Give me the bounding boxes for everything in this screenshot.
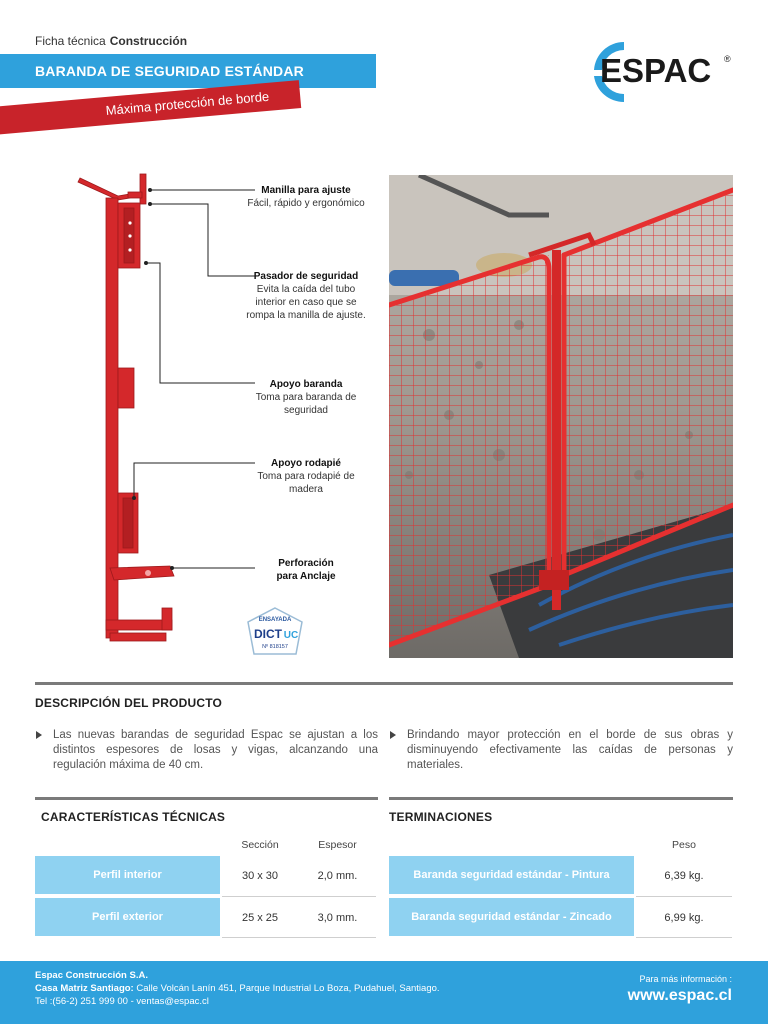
finish-row-name: Baranda seguridad estándar - Pintura xyxy=(389,856,634,894)
product-photo xyxy=(389,175,733,658)
col-header-espesor: Espesor xyxy=(318,839,357,851)
footer-more-info: Para más información : xyxy=(639,974,732,984)
finish-row-name: Baranda seguridad estándar - Zincado xyxy=(389,898,634,936)
table-divider xyxy=(636,896,732,897)
footer-address: Calle Volcán Lanín 451, Parque Industrial Lo Boza, Pudahuel, Santiago. xyxy=(136,983,440,994)
callout-apoyo-rodapie xyxy=(246,457,366,496)
bullet-text: Las nuevas barandas de seguridad Espac se ajustan a los distintos espesores de losas y vigas, alcanzando una regulación máxima de 40 cm. xyxy=(53,729,378,771)
table-divider xyxy=(222,896,376,897)
bullet-triangle-icon xyxy=(390,731,396,739)
dictuc-badge xyxy=(246,606,304,658)
handle-bar xyxy=(78,178,130,200)
bullet-text: Brindando mayor protección en el borde de sus obras y disminuyendo efectivamente las caídas de personas y materiales. xyxy=(407,729,733,771)
callout-desc: Toma para baranda de seguridad xyxy=(255,392,357,416)
page-title: BARANDA DE SEGURIDAD ESTÁNDAR xyxy=(35,63,304,79)
anchor-plate xyxy=(110,566,174,580)
doc-type: Ficha técnica xyxy=(35,34,106,48)
table-divider xyxy=(636,937,732,938)
section-rule xyxy=(389,797,733,800)
badge-top: ENSAYADA xyxy=(258,617,292,623)
baranda-support xyxy=(118,368,134,408)
doc-type-line xyxy=(35,34,187,48)
finish-row-peso: 6,39 kg. xyxy=(636,856,732,894)
callout-apoyo-baranda xyxy=(246,378,366,417)
badge-main-b: UC xyxy=(283,630,299,641)
callout-desc: Toma para rodapié de madera xyxy=(257,471,355,495)
callout-title: Apoyo rodapié xyxy=(270,458,341,469)
callout-title: Manilla para ajuste xyxy=(261,185,351,196)
callout-title: Pasador de seguridad xyxy=(253,271,359,282)
footer-company: Espac Construcción S.A. xyxy=(35,970,148,981)
footer-contact: Tel :(56-2) 251 999 00 - ventas@espac.cl xyxy=(35,996,209,1007)
finishes-heading: TERMINACIONES xyxy=(389,810,493,824)
tech-row-name: Perfil exterior xyxy=(35,898,220,936)
description-bullet xyxy=(407,728,733,773)
section-rule xyxy=(35,682,733,685)
tech-row-name: Perfil interior xyxy=(35,856,220,894)
callout-title: Perforación xyxy=(278,558,334,569)
description-bullet xyxy=(53,728,378,773)
section-rule xyxy=(35,797,378,800)
doc-category: Construcción xyxy=(109,34,188,48)
tech-row-espesor: 2,0 mm. xyxy=(299,856,376,894)
tech-row-seccion: 25 x 25 xyxy=(222,898,298,936)
footer-address-label: Casa Matriz Santiago: xyxy=(35,983,134,994)
logo-registered-mark: ® xyxy=(724,54,731,64)
col-header-seccion: Sección xyxy=(241,839,279,851)
subtitle-band xyxy=(0,80,301,136)
callout-perforacion xyxy=(246,557,366,583)
callout-title: Apoyo baranda xyxy=(269,379,343,390)
callout-desc: Fácil, rápido y ergonómico xyxy=(247,198,365,209)
callout-desc: Evita la caída del tubo interior en caso que se rompa la manilla de ajuste. xyxy=(246,284,366,321)
badge-number: Nº 818157 xyxy=(262,644,288,650)
espac-logo xyxy=(588,36,738,106)
bullet-triangle-icon xyxy=(36,731,42,739)
finish-row-peso: 6,99 kg. xyxy=(636,898,732,936)
callout-manilla xyxy=(246,184,366,210)
title-bar xyxy=(0,54,376,88)
callout-desc: para Anclaje xyxy=(276,571,336,582)
logo-text: ESPAC xyxy=(600,52,712,89)
col-header-peso: Peso xyxy=(672,839,696,851)
callout-pasador xyxy=(246,270,366,322)
tech-row-seccion: 30 x 30 xyxy=(222,856,298,894)
subtitle: Máxima protección de borde xyxy=(105,88,270,119)
badge-main-a: DICT xyxy=(254,627,282,641)
footer-address-line xyxy=(35,983,440,994)
tech-heading: CARACTERÍSTICAS TÉCNICAS xyxy=(41,810,226,824)
table-divider xyxy=(222,937,376,938)
handle-stem xyxy=(140,174,146,204)
website-link[interactable]: www.espac.cl xyxy=(627,987,732,1004)
tech-row-espesor: 3,0 mm. xyxy=(299,898,376,936)
description-heading: DESCRIPCIÓN DEL PRODUCTO xyxy=(35,696,223,710)
footer xyxy=(0,961,768,1024)
